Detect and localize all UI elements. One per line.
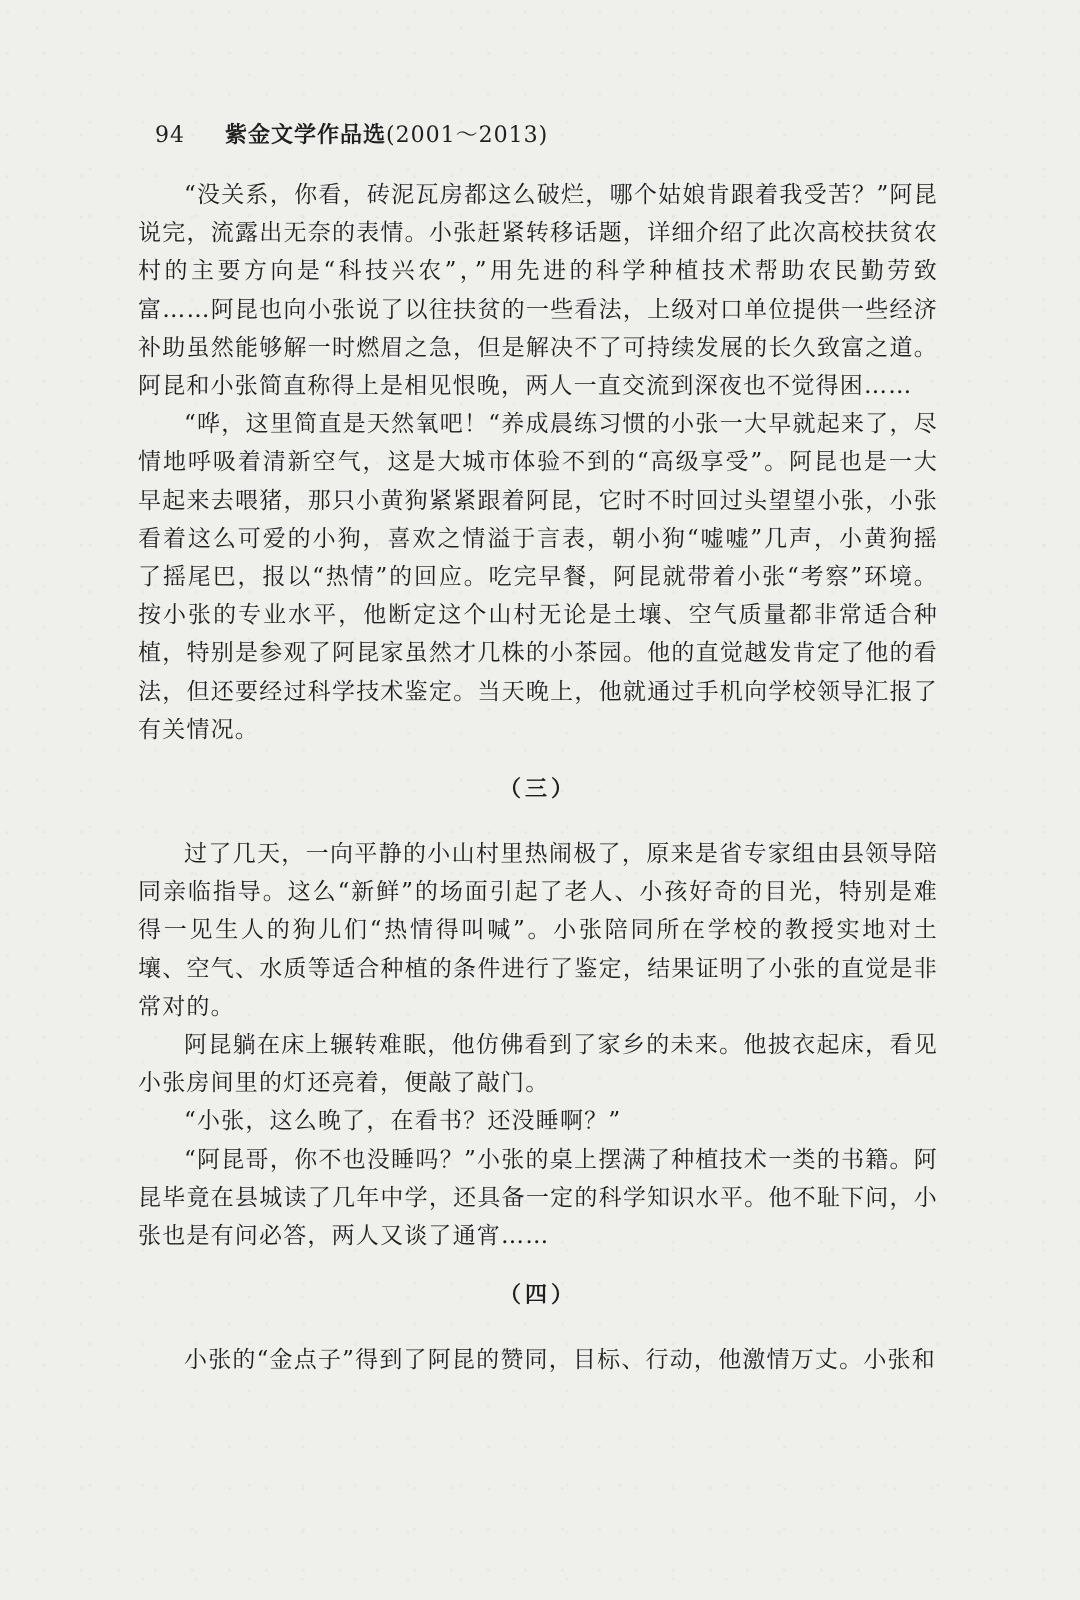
paragraph: “没关系，你看，砖泥瓦房都这么破烂，哪个姑娘肯跟着我受苦？”阿昆说完，流露出无奈的表情。小张赶紧转移话题，详细介绍了此次高校扶贫农村的主要方向是“科技兴农”，”用先进的科学种植技术帮助农民勤劳致富……阿昆也向小张说了以往扶贫的一些看法，上级对口单位提供一些经济补助虽然能够解一时燃眉之急，但是解决不了可持续发展的长久致富之道。阿昆和小张简直称得上是相见恨晚，两人一直交流到深夜也不觉得困…… <box>138 182 938 400</box>
year-range: (2001～2013) <box>386 123 549 148</box>
paragraph: 小张的“金点子”得到了阿昆的赞同，目标、行动，他激情万丈。小张和 <box>184 1347 936 1374</box>
page-number: 94 <box>155 123 185 148</box>
paragraph: 阿昆躺在床上辗转难眠，他仿佛看到了家乡的未来。他披衣起床，看见小张房间里的灯还亮着，便敲了敲门。 <box>138 1032 938 1097</box>
paragraph: 过了几天，一向平静的小山村里热闹极了，原来是省专家组由县领导陪同亲临指导。这么“新鲜”的场面引起了老人、小孩好奇的目光，特别是难得一见生人的狗儿们“热情得叫喊”。小张陪同所在学校的教授实地对土壤、空气、水质等适合种植的条件进行了鉴定，结果证明了小张的直觉是非常对的。 <box>138 841 938 1020</box>
book-title: 紫金文学作品选 <box>225 123 387 148</box>
running-header <box>155 118 548 149</box>
section-heading-4: （四） <box>498 1283 577 1309</box>
paragraph: “哗，这里简直是天然氧吧！“养成晨练习惯的小张一大早就起来了，尽情地呼吸着清新空气，这是大城市体验不到的“高级享受”。阿昆也是一大早起来去喂猪，那只小黄狗紧紧跟着阿昆，它时不时回过头望望小张，小张看着这么可爱的小狗，喜欢之情溢于言表，朝小狗“嘘嘘”几声，小黄狗摇了摇尾巴，报以“热情”的回应。吃完早餐，阿昆就带着小张“考察”环境。按小张的专业水平，他断定这个山村无论是土壤、空气质量都非常适合种植，特别是参观了阿昆家虽然才几株的小茶园。他的直觉越发肯定了他的看法，但还要经过科学技术鉴定。当天晚上，他就通过手机向学校领导汇报了有关情况。 <box>138 411 938 743</box>
paragraph: “阿昆哥，你不也没睡吗？”小张的桌上摆满了种植技术一类的书籍。阿昆毕竟在县城读了几年中学，还具备一定的科学知识水平。他不耻下问，小张也是有问必答，两人又谈了通宵…… <box>138 1146 938 1250</box>
paragraph: “小张，这么晚了，在看书？还没睡啊？” <box>184 1108 622 1135</box>
section-heading-3: （三） <box>498 777 577 803</box>
page-body <box>138 176 938 1379</box>
